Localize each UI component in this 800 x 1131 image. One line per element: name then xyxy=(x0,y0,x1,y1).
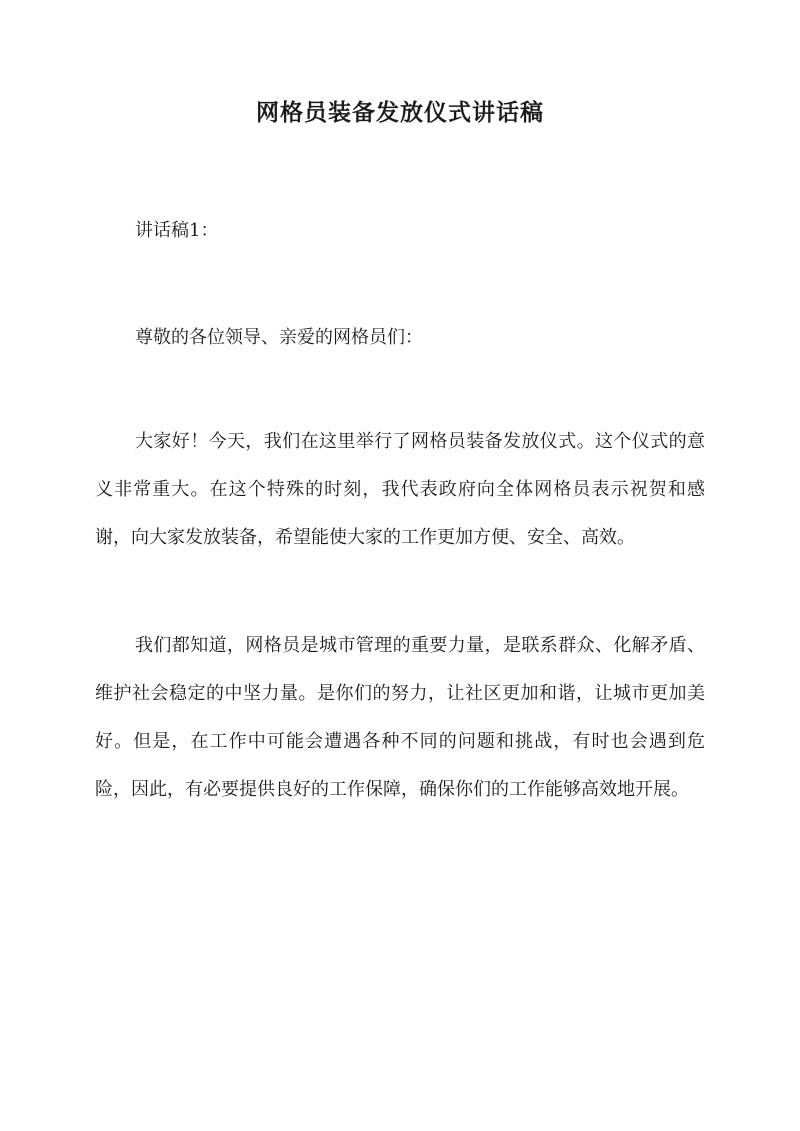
paragraph-heading-speech-1: 讲话稿1： xyxy=(135,220,219,241)
document-title: 网格员装备发放仪式讲话稿 xyxy=(256,99,544,126)
paragraph-body-1: 大家好！今天，我们在这里举行了网格员装备发放仪式。这个仪式的意义非常重大。在这个特殊的时刻，我代表政府向全体网格员表示祝贺和感谢，向大家发放装备，希望能使大家的工作更加方便、安全、高效。 xyxy=(95,431,705,548)
paragraph-salutation: 尊敬的各位领导、亲爱的网格员们： xyxy=(135,327,423,348)
paragraph-body-2: 我们都知道，网格员是城市管理的重要力量，是联系群众、化解矛盾、维护社会稳定的中坚力量。是你们的努力，让社区更加和谐，让城市更加美好。但是，在工作中可能会遭遇各种不同的问题和挑战，有时也会遇到危险，因此，有必要提供良好的工作保障，确保你们的工作能够高效地开展。 xyxy=(95,635,705,800)
